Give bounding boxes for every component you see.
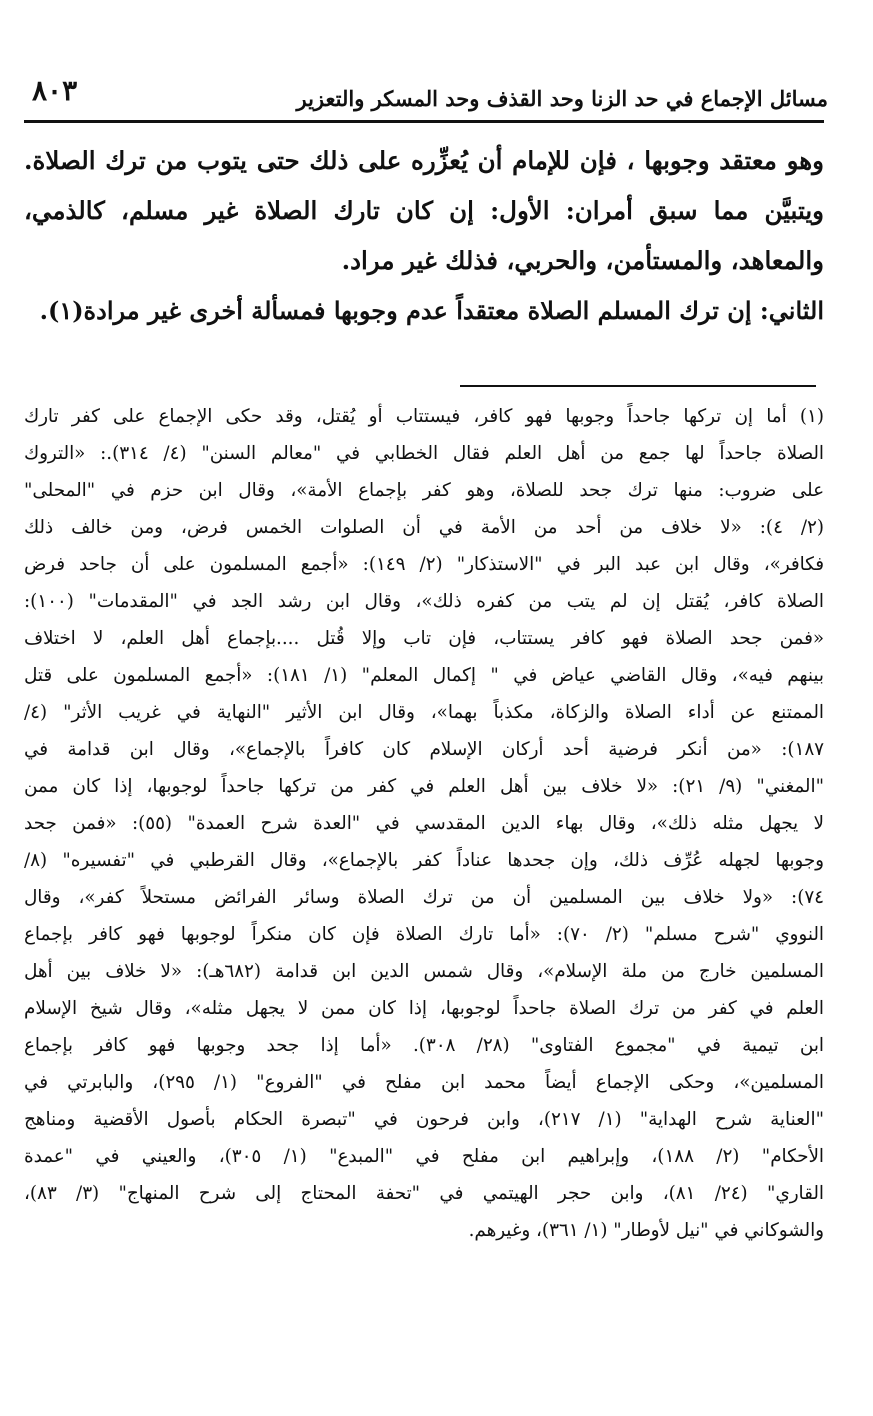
running-title: مسائل الإجماع في حد الزنا وحد القذف وحد المسكر والتعزير bbox=[296, 86, 828, 111]
footnote-line: الممتنع عن أداء الصلاة والزكاة، مكذباً بهما»، وقال ابن الأثير "النهاية في غريب الأثر" (٤/ bbox=[24, 702, 824, 723]
footnote-line: "العناية شرح الهداية" (١/ ٢١٧)، وابن فرحون في "تبصرة الحكام بأصول الأقضية ومناهج bbox=[24, 1109, 824, 1130]
footnote-line: ابن تيمية في "مجموع الفتاوى" (٢٨/ ٣٠٨). «أما إذا جحد وجوبها فهو كافر بإجماع bbox=[24, 1035, 824, 1056]
header-divider bbox=[24, 120, 824, 123]
footnote-line: (٢/ ٤): «لا خلاف من أحد من الأمة في أن الصلوات الخمس فرض، ومن خالف ذلك bbox=[24, 517, 824, 538]
footnote-line: لا يجهل مثله ذلك»، وقال بهاء الدين المقدسي في "العدة شرح العمدة" (٥٥): «فمن جحد bbox=[24, 813, 824, 834]
footnote-line: الأحكام" (٢/ ١٨٨)، وإبراهيم ابن مفلح في "المبدع" (١/ ٣٠٥)، والعيني في "عمدة bbox=[24, 1146, 824, 1167]
main-line: والمعاهد، والمستأمن، والحربي، فذلك غير مراد. bbox=[341, 246, 824, 275]
footnotes bbox=[24, 398, 824, 1249]
footnote-line: وجوبها لجهله عُرِّف ذلك، وإن جحدها عناداً كفر بالإجماع»، وقال القرطبي في "تفسيره" (٨/ bbox=[24, 850, 824, 871]
main-text bbox=[24, 136, 824, 336]
footnote-line: والشوكاني في "نيل لأوطار" (١/ ٣٦١)، وغيرهم. bbox=[468, 1220, 824, 1241]
main-line: وهو معتقد وجوبها ، فإن للإمام أن يُعزِّره على ذلك حتى يتوب من ترك الصلاة. bbox=[24, 146, 824, 175]
footnote-line: "المغني" (٩/ ٢١): «لا خلاف بين أهل العلم في كفر من تركها جاحداً لوجوبها، إذا كان ممن bbox=[24, 776, 824, 797]
footnote-line: فكافر»، وقال ابن عبد البر في "الاستذكار" (٢/ ١٤٩): «أجمع المسلمون على أن جاحد فرض bbox=[24, 554, 825, 575]
footnote-line: القاري" (٢٤/ ٨١)، وابن حجر الهيتمي في "تحفة المحتاج إلى شرح المنهاج" (٣/ ٨٣)، bbox=[24, 1183, 824, 1204]
footnote-line: العلم في كفر من ترك الصلاة جاحداً لوجوبها، إذا كان ممن لا يجهل مثله»، وقال شيخ الإسلام bbox=[24, 998, 824, 1019]
footnote-line: المسلمين»، وحكى الإجماع أيضاً محمد ابن مفلح في "الفروع" (١/ ٢٩٥)، والبابرتي في bbox=[24, 1072, 824, 1093]
page-header bbox=[28, 72, 828, 118]
footnote-line: النووي "شرح مسلم" (٢/ ٧٠): «أما تارك الصلاة فإن كان منكراً لوجوبها فهو كافر بإجماع bbox=[24, 924, 824, 945]
footnote-line: ١٨٧): «من أنكر فرضية أحد أركان الإسلام كان كافراً بالإجماع»، وقال ابن قدامة في bbox=[24, 739, 824, 760]
footnote-line: ٧٤): «ولا خلاف بين المسلمين أن من ترك الصلاة وسائر الفرائض مستحلاً كفر»، وقال bbox=[24, 887, 824, 908]
footnote-line: الصلاة كافر، يُقتل إن لم يتب من كفره ذلك»، وقال ابن رشد الجد في "المقدمات" (١٠٠): bbox=[24, 591, 824, 612]
footnote-line: «فمن جحد الصلاة فهو كافر يستتاب، فإن تاب وإلا قُتل ....بإجماع أهل العلم، لا اختلاف bbox=[24, 628, 824, 649]
footnote-divider bbox=[460, 385, 816, 387]
footnote-line: (١) أما إن تركها جاحداً وجوبها فهو كافر، فيستتاب أو يُقتل، وقد حكى الإجماع على كفر تارك bbox=[24, 406, 824, 427]
footnote-line: الصلاة جاحداً لها جمع من أهل العلم فقال الخطابي في "معالم السنن" (٤/ ٣١٤).: «التروك bbox=[24, 443, 824, 464]
footnote-line: المسلمين خارج من ملة الإسلام»، وقال شمس الدين ابن قدامة (٦٨٢هـ): «لا خلاف بين أهل bbox=[24, 961, 825, 982]
footnote-line: على ضروب: منها ترك جحد للصلاة، وهو كفر بإجماع الأمة»، وقال ابن حزم في "المحلى" bbox=[24, 480, 824, 501]
main-line: الثاني: إن ترك المسلم الصلاة معتقداً عدم وجوبها فمسألة أخرى غير مرادة(١). bbox=[39, 296, 824, 325]
footnote-line: بينهم فيه»، وقال القاضي عياض في " إكمال المعلم" (١/ ١٨١): «أجمع المسلمون على قتل bbox=[24, 665, 824, 686]
main-line: ويتبيَّن مما سبق أمران: الأول: إن كان تارك الصلاة غير مسلم، كالذمي، bbox=[24, 196, 824, 225]
page-number: ٨٠٣ bbox=[32, 74, 78, 107]
